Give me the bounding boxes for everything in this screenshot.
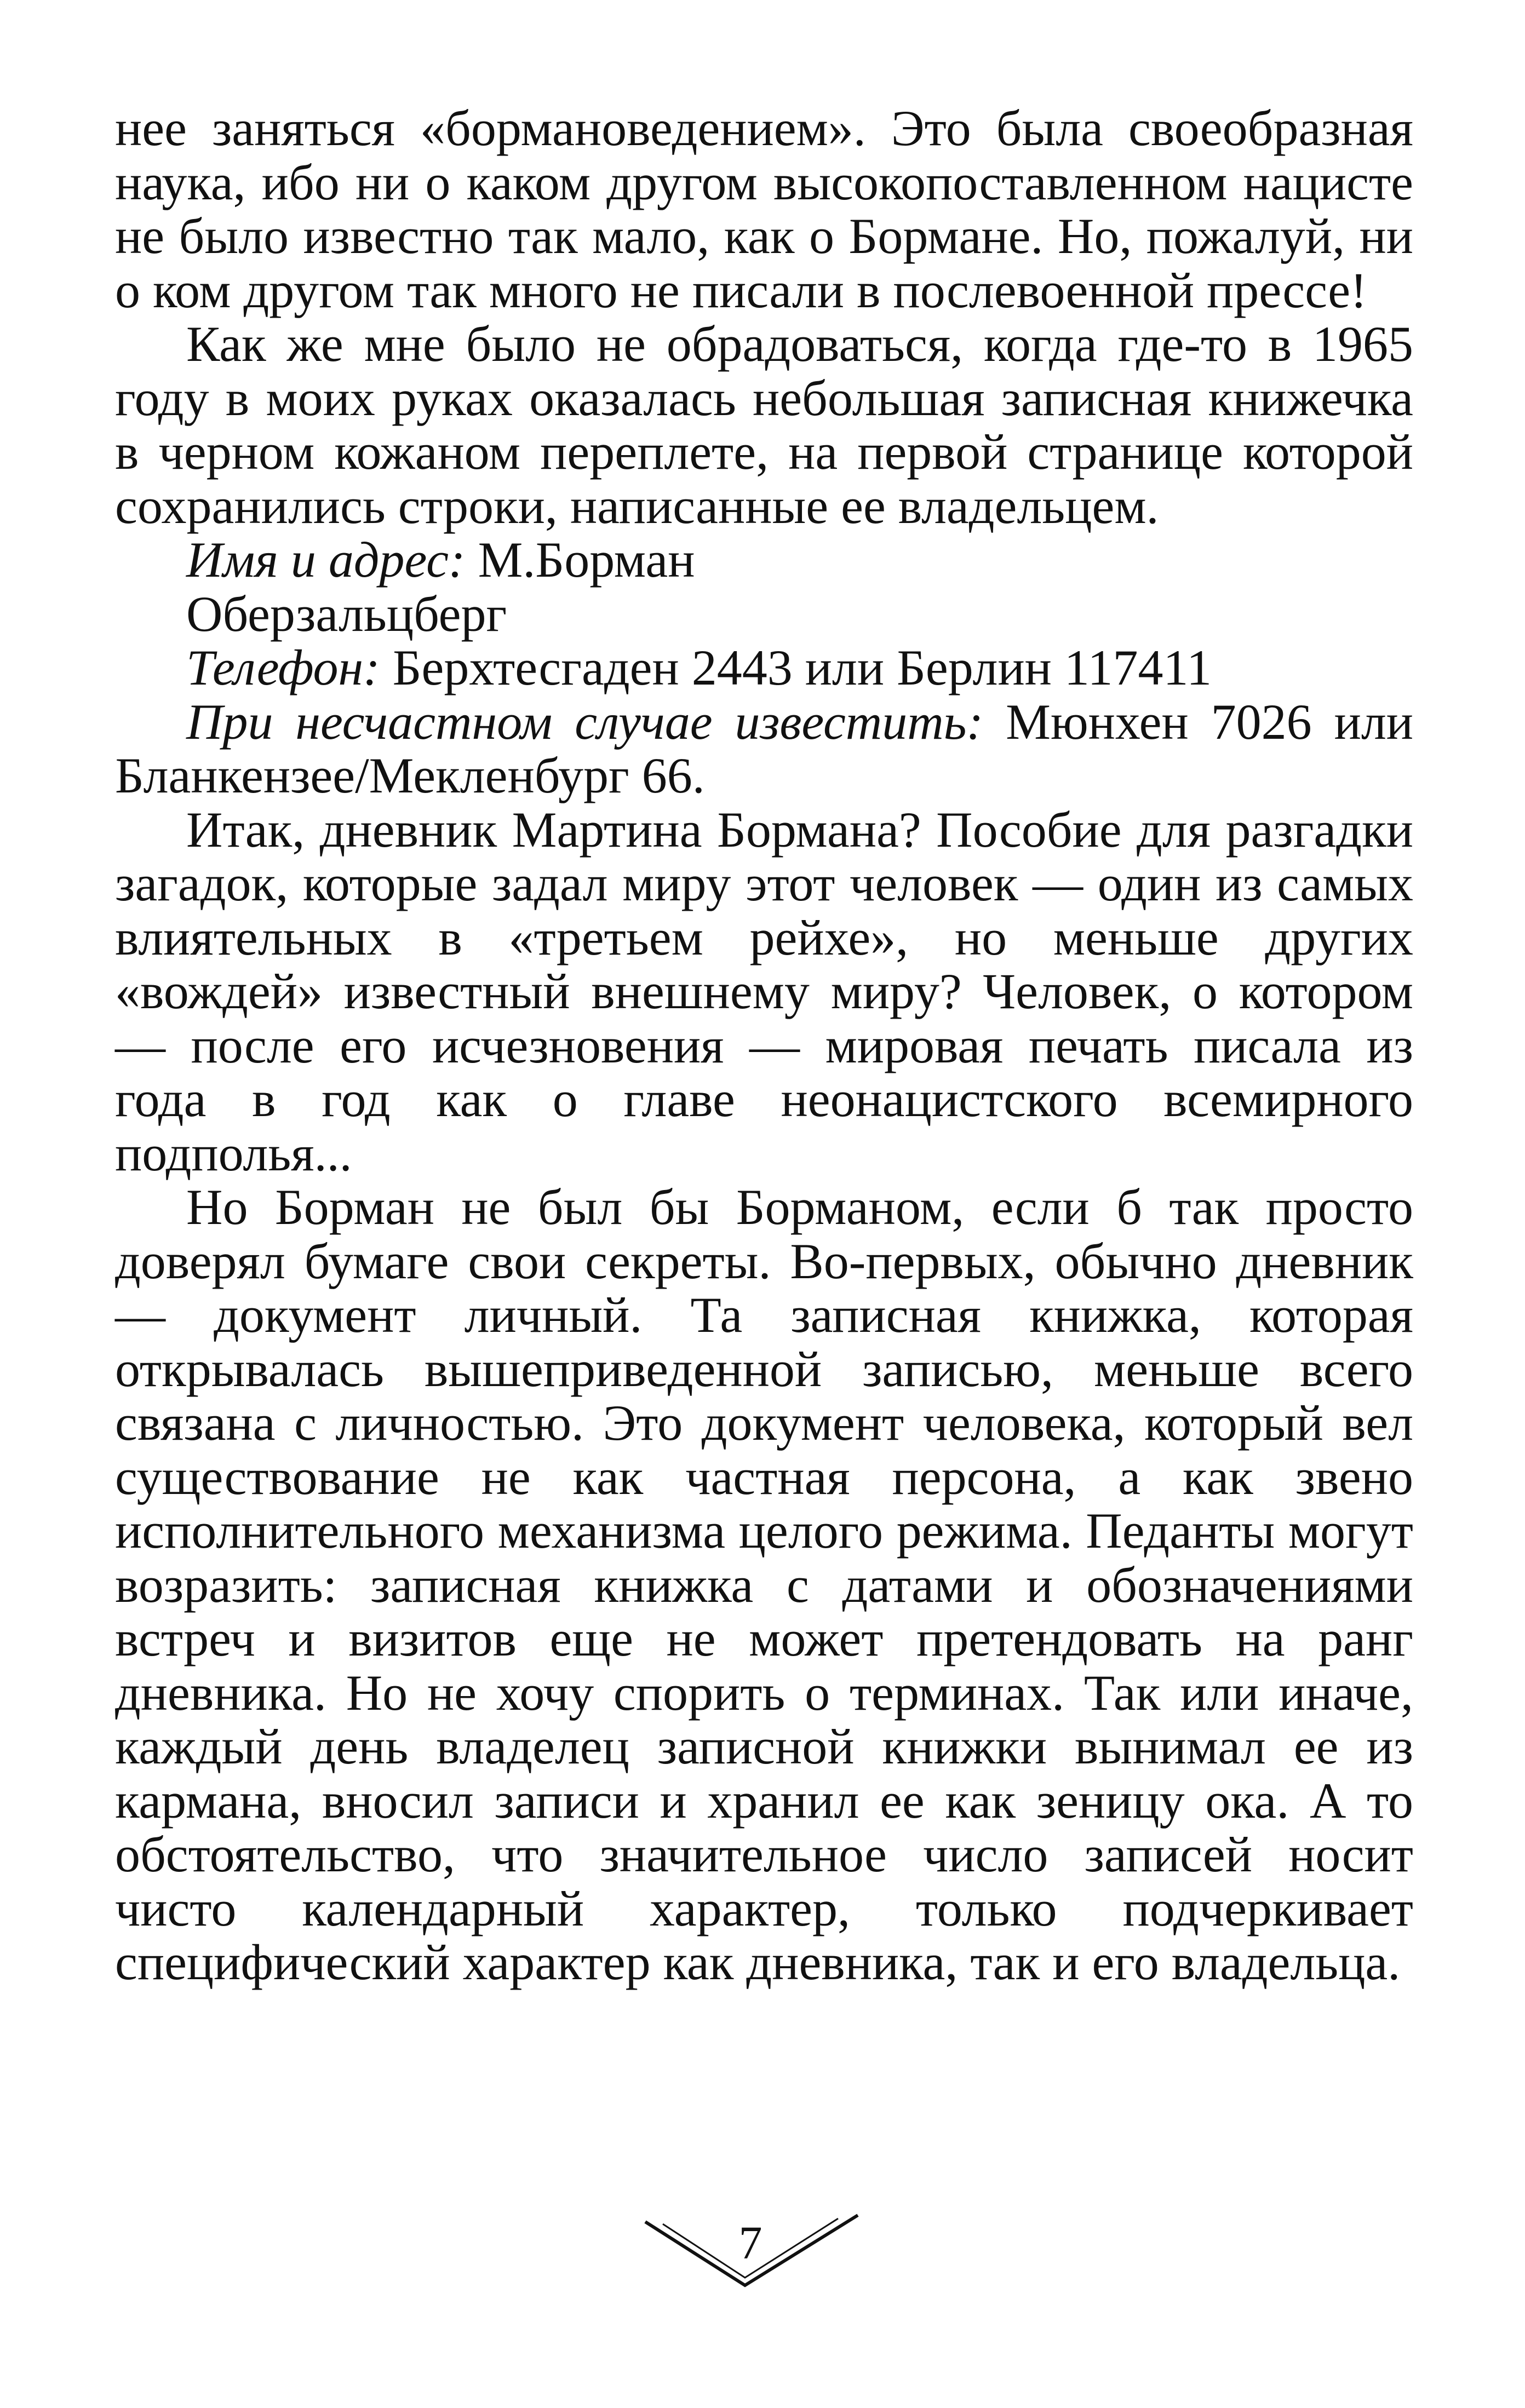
phone-label: Телефон: <box>186 640 380 696</box>
phone-line <box>115 641 1413 695</box>
paragraph-2: Как же мне было не обрадоваться, когда где-то в 1965 году в моих руках оказалась небольшая записная книжечка в черном кожаном переплете, на первой странице которой сохранились строки, написанные ее владельцем. <box>115 316 1413 534</box>
name-address-line <box>115 533 1413 587</box>
emergency-value: Мюнхен 7026 или Бланкензее/Мекленбург 66. <box>115 693 1413 803</box>
name-address-label: Имя и адрес: <box>186 532 466 588</box>
page-number: 7 <box>738 2216 762 2269</box>
phone-value: Берхтесгаден 2443 или Берлин 117411 <box>380 640 1212 696</box>
notebook-entry <box>115 533 1413 803</box>
paragraph-4: Но Борман не был бы Борманом, если б так просто доверял бумаге свои секреты. Во-первых, обычно дневник — документ личный. Та записная книжка, которая открывалась вышеприведенной записью, меньше всего связана с личностью. Это документ человека, который вел существование не как частная персона, а как звено исполнительного механизма целого режима. Педанты могут возразить: записная книжка с датами и обозначениями встреч и визитов еще не может претендовать на ранг дневника. Но не хочу спорить о терминах. Так или иначе, каждый день владелец записной книжки вынимал ее из кармана, вносил записи и хранил ее как зеницу ока. А то обстоятельство, что значительное число записей носит чисто календарный характер, только подчеркивает специфический характер как дневника, так и его владельца. <box>115 1179 1413 1990</box>
address-line: Оберзальцберг <box>186 585 507 642</box>
name-address-value: М.Борман <box>465 532 695 588</box>
page-body <box>115 101 1413 1990</box>
page-number-ornament <box>641 2210 860 2303</box>
emergency-line <box>115 695 1413 803</box>
paragraph-3: Итак, дневник Мартина Бормана? Пособие для разгадки загадок, которые задал миру этот человек — один из самых влиятельных в «третьем рейхе», но меньше других «вождей» известный внешнему миру? Человек, о котором — после его исчезновения — мировая печать писала из года в год как о главе неонацистского всемирного подполья... <box>115 801 1413 1181</box>
emergency-label: При несчастном случае известить: <box>186 693 984 750</box>
paragraph-1: нее заняться «бормановедением». Это была своеобразная наука, ибо ни о каком другом высокопоставленном нацисте не было известно так мало, как о Бормане. Но, пожалуй, ни о ком другом так много не писали в послевоенной прессе! <box>115 100 1413 318</box>
